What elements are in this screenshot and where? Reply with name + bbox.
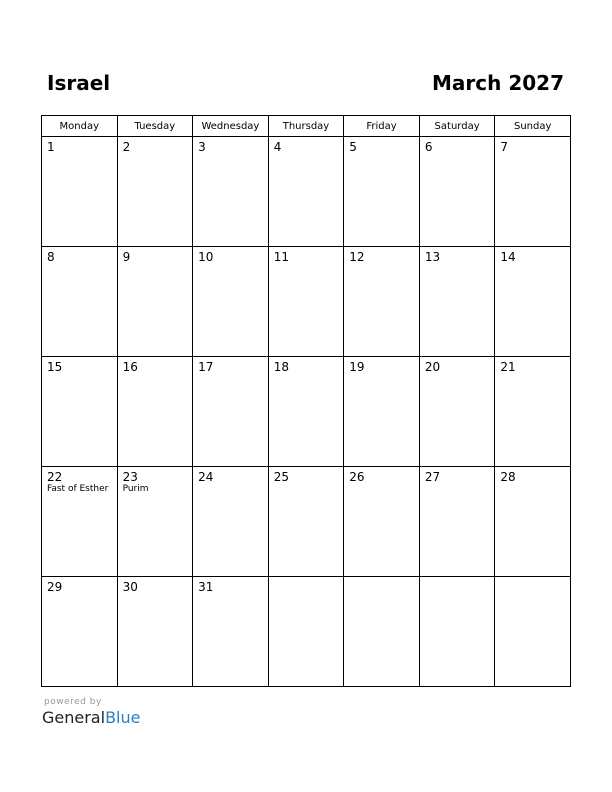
day-cell bbox=[495, 577, 571, 687]
weekday-header-row bbox=[42, 116, 571, 137]
day-cell bbox=[268, 467, 344, 577]
day-cell bbox=[344, 577, 420, 687]
powered-by-text: powered by bbox=[44, 697, 102, 707]
day-cell bbox=[495, 247, 571, 357]
day-cell bbox=[42, 577, 118, 687]
day-cell bbox=[495, 357, 571, 467]
day-number: 15 bbox=[47, 360, 63, 374]
day-number: 20 bbox=[424, 360, 441, 374]
day-cell bbox=[344, 467, 420, 577]
day-number bbox=[269, 577, 344, 580]
day-number: 22 bbox=[47, 470, 63, 484]
day-number: 13 bbox=[424, 250, 441, 264]
day-cell bbox=[117, 577, 193, 687]
month-year-title: March 2027 bbox=[432, 71, 564, 95]
day-cell bbox=[419, 467, 495, 577]
day-cell bbox=[419, 357, 495, 467]
day-number: 10 bbox=[198, 250, 214, 264]
week-row bbox=[42, 247, 571, 357]
day-cell bbox=[42, 357, 118, 467]
day-cell bbox=[344, 247, 420, 357]
day-number bbox=[344, 577, 419, 580]
day-cell bbox=[419, 137, 495, 247]
day-number bbox=[495, 577, 570, 580]
weekday-header: Wednesday bbox=[193, 116, 269, 137]
weekday-header: Sunday bbox=[495, 116, 571, 137]
weekday-header: Thursday bbox=[268, 116, 344, 137]
day-number: 18 bbox=[273, 360, 289, 374]
day-number: 2 bbox=[122, 140, 131, 154]
day-cell bbox=[268, 357, 344, 467]
day-number: 6 bbox=[424, 140, 433, 154]
day-number: 8 bbox=[47, 250, 55, 264]
day-number: 9 bbox=[122, 250, 131, 264]
day-number: 31 bbox=[198, 580, 214, 594]
day-cell bbox=[419, 577, 495, 687]
country-title: Israel bbox=[47, 71, 111, 95]
day-number: 3 bbox=[198, 140, 206, 154]
day-cell bbox=[42, 247, 118, 357]
day-number: 26 bbox=[349, 470, 365, 484]
day-cell bbox=[268, 577, 344, 687]
day-number: 29 bbox=[47, 580, 63, 594]
week-row bbox=[42, 577, 571, 687]
day-cell bbox=[117, 247, 193, 357]
weekday-header: Tuesday bbox=[117, 116, 193, 137]
day-number: 30 bbox=[122, 580, 138, 594]
day-number: 11 bbox=[273, 250, 289, 264]
holiday-label: Purim bbox=[122, 484, 149, 494]
day-cell bbox=[193, 357, 269, 467]
day-cell bbox=[193, 577, 269, 687]
brand-blue-text: Blue bbox=[105, 708, 141, 727]
day-number: 23 bbox=[122, 470, 138, 484]
day-cell bbox=[42, 137, 118, 247]
day-number: 5 bbox=[349, 140, 357, 154]
calendar-grid bbox=[41, 115, 571, 687]
holiday-label: Fast of Esther bbox=[47, 484, 109, 494]
day-number: 17 bbox=[198, 360, 214, 374]
day-number: 27 bbox=[424, 470, 441, 484]
day-cell bbox=[42, 467, 118, 577]
weekday-header: Friday bbox=[344, 116, 420, 137]
day-cell bbox=[344, 357, 420, 467]
day-cell bbox=[495, 467, 571, 577]
week-row bbox=[42, 137, 571, 247]
week-row bbox=[42, 357, 571, 467]
day-number: 28 bbox=[500, 470, 516, 484]
weekday-header: Monday bbox=[42, 116, 118, 137]
day-number bbox=[420, 577, 495, 580]
day-cell bbox=[268, 247, 344, 357]
day-number: 19 bbox=[349, 360, 365, 374]
day-cell bbox=[268, 137, 344, 247]
day-cell bbox=[193, 467, 269, 577]
weekday-header: Saturday bbox=[419, 116, 495, 137]
day-number: 1 bbox=[47, 140, 55, 154]
day-cell bbox=[117, 137, 193, 247]
day-cell bbox=[117, 467, 193, 577]
day-number: 12 bbox=[349, 250, 365, 264]
day-cell bbox=[117, 357, 193, 467]
day-number: 25 bbox=[273, 470, 289, 484]
day-number: 7 bbox=[500, 140, 509, 154]
day-number: 16 bbox=[122, 360, 138, 374]
day-cell bbox=[193, 137, 269, 247]
day-cell bbox=[419, 247, 495, 357]
day-number: 21 bbox=[500, 360, 516, 374]
day-number: 24 bbox=[198, 470, 214, 484]
day-number: 4 bbox=[273, 140, 282, 154]
day-cell bbox=[495, 137, 571, 247]
generalblue-logo bbox=[42, 708, 140, 727]
week-row bbox=[42, 467, 571, 577]
brand-general-text: General bbox=[42, 708, 106, 727]
day-number: 14 bbox=[500, 250, 516, 264]
day-cell bbox=[344, 137, 420, 247]
day-cell bbox=[193, 247, 269, 357]
